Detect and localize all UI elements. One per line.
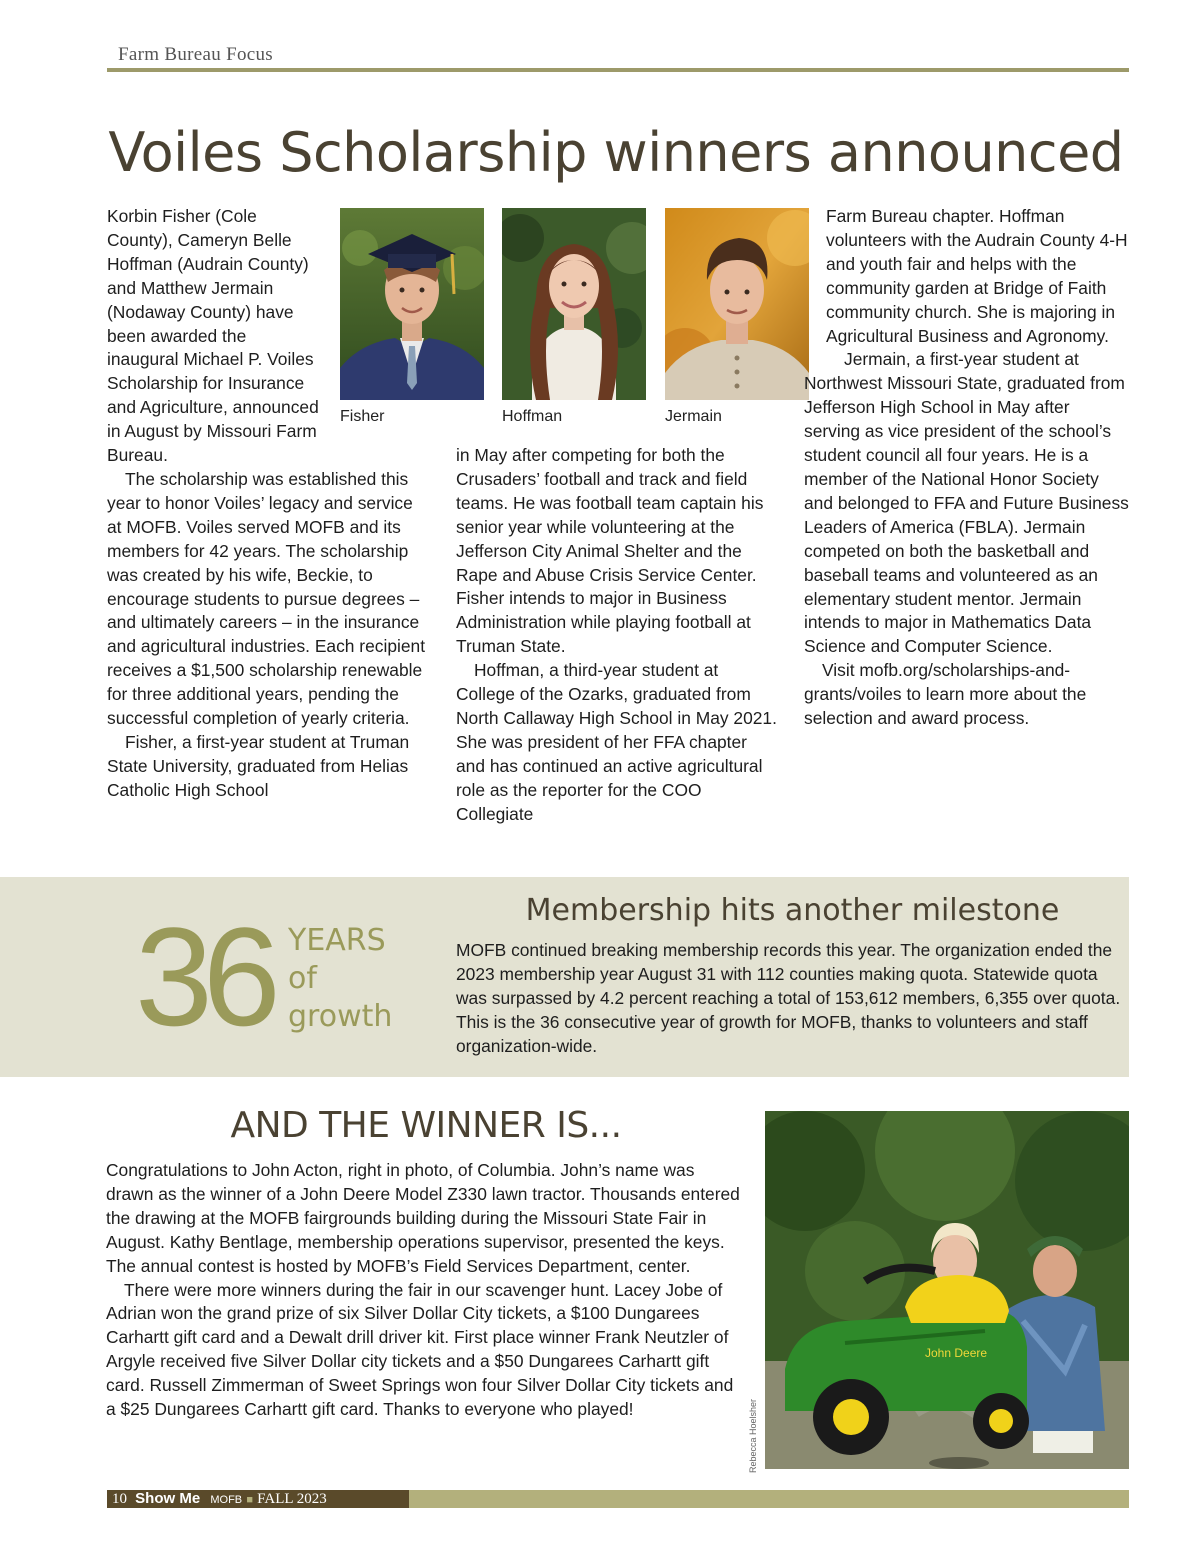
photo-caption-jermain: Jermain: [665, 408, 722, 425]
header-rule: [107, 68, 1129, 72]
article-column-3: [804, 205, 1130, 731]
winner-body: [106, 1159, 742, 1422]
tractor-photo: [765, 1111, 1129, 1469]
article-paragraph: in May after competing for both the Crusaders’ football and track and field teams. He was football team captain his senior year while volunteering at the Jefferson City Animal Shelter and the Rape and Abuse Crisis Service Center. Fisher intends to major in Business Administration while playing football at Truman State.: [456, 445, 764, 657]
winner-heading: AND THE WINNER IS...: [230, 1105, 622, 1146]
section-label: Farm Bureau Focus: [118, 44, 273, 65]
page-number: 10: [112, 1491, 127, 1507]
membership-big-number: 36: [135, 898, 271, 1055]
fisher-photo: [340, 208, 484, 400]
tractor-label: John Deere: [925, 1346, 988, 1360]
years-line: YEARS: [288, 923, 386, 958]
years-line: growth: [288, 999, 393, 1034]
article-paragraph: Visit mofb.org/scholarships-and-grants/voiles to learn more about the selection and award process.: [804, 660, 1087, 729]
article-column-2: [456, 444, 778, 827]
footer-separator-icon: ■: [246, 1494, 253, 1506]
years-line: of: [288, 961, 317, 996]
article-paragraph: Hoffman, a third-year student at College of the Ozarks, graduated from North Callaway High School in May 2021. She was president of her FFA chapter and has continued an active agricultural role as the reporter for the COO Collegiate: [456, 660, 777, 824]
membership-body: MOFB continued breaking membership records this year. The organization ended the 2023 membership year August 31 with 112 counties making quota. Statewide quota was surpassed by 4.2 percent reaching a total of 153,612 members, 6,355 over quota. This is the 36 consecutive year of growth for MOFB, thanks to volunteers and staff organization-wide.: [456, 940, 1121, 1056]
winner-paragraph: There were more winners during the fair in our scavenger hunt. Lacey Jobe of Adrian won the grand prize of six Silver Dollar City tickets, a $100 Dungarees Carhartt gift card and a Dewalt drill driver kit. First place winner Frank Neutzler of Argyle received five Silver Dollar city tickets and a $50 Dungarees Carhartt gift card. Russell Zimmerman of Sweet Springs won four Silver Dollar City tickets and a $25 Dungarees Carhartt gift card. Thanks to everyone who played!: [106, 1279, 734, 1420]
article-paragraph: Farm Bureau chapter. Hoffman volunteers with the Audrain County 4-H and youth fair and helps with the community garden at Bridge of Faith community church. She is majoring in Agricultural Business and Agronomy.: [826, 206, 1128, 346]
years-label: [288, 922, 392, 1036]
article-paragraph: Fisher, a first-year student at Truman State University, graduated from Helias Catholic High School: [107, 731, 410, 800]
article-paragraph: Korbin Fisher (Cole County), Cameryn Belle Hoffman (Audrain County) and Matthew Jermain (Nodaway County) have been awarded the inaugural Michael P. Voiles Scholarship for Insurance and Agriculture, announced in August by Missouri Farm Bureau.: [107, 206, 319, 466]
winner-paragraph: Congratulations to John Acton, right in photo, of Columbia. John’s name was drawn as the winner of a John Deere Model Z330 lawn tractor. Thousands entered the drawing at the MOFB fairgrounds building during the Missouri State Fair in August. Kathy Bentlage, membership operations supervisor, presented the keys. The annual contest is hosted by MOFB’s Field Services Department, center.: [106, 1160, 740, 1276]
photo-credit-text: Rebecca Hoelsher: [748, 1398, 758, 1473]
photo-caption-fisher: Fisher: [340, 408, 385, 425]
footer-brand: Show Me: [135, 1490, 201, 1507]
footer-issue: FALL 2023: [257, 1491, 327, 1507]
footer-org: MOFB: [210, 1494, 243, 1506]
membership-heading: Membership hits another milestone: [525, 893, 1060, 928]
footer-bar-light: [409, 1490, 1129, 1508]
footer: [112, 1489, 327, 1510]
article-paragraph: The scholarship was established this year to honor Voiles’ legacy and service at MOFB. Voiles served MOFB and its members for 42 years. The scholarship was created by his wife, Beckie, to encourage students to pursue degrees – and ultimately careers – in the insurance and agricultural industries. Each recipient receives a $1,500 scholarship renewable for three additional years, pending the successful completion of yearly criteria.: [107, 468, 426, 729]
photo-caption-hoffman: Hoffman: [502, 408, 563, 425]
photo-credit: [742, 1395, 762, 1475]
article-paragraph: Jermain, a first-year student at Northwest Missouri State, graduated from Jefferson High School in May after serving as vice president of the school’s student council all four years. He is a member of the National Honor Society and belonged to FFA and Future Business Leaders of America (FBLA). Jermain competed on both the basketball and baseball teams and volunteered as an elementary student mentor. Jermain intends to major in Mathematics Data Science and Computer Science.: [804, 349, 1129, 657]
hoffman-photo: [502, 208, 646, 400]
article-title: Voiles Scholarship winners announced: [108, 121, 1124, 184]
jermain-photo: [665, 208, 809, 400]
